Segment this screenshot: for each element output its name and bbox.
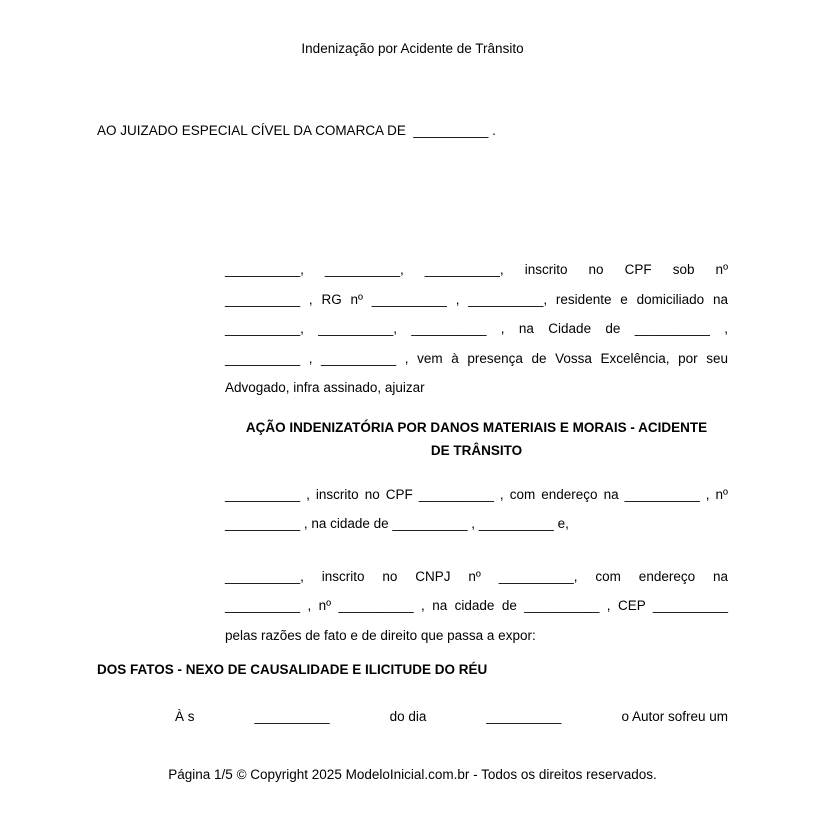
action-title-line: AÇÃO INDENIZATÓRIA POR DANOS MATERIAIS E MORAIS - ACIDENTE	[245, 419, 708, 435]
facts-first-line	[175, 708, 728, 726]
section-heading-dos-fatos: DOS FATOS - NEXO DE CAUSALIDADE E ILICITUDE DO RÉU	[97, 662, 488, 677]
paragraph-line: __________ , na cidade de __________ , __________ e,	[225, 516, 569, 531]
action-title-line: DE TRÂNSITO	[430, 442, 523, 458]
facts-text: do dia	[389, 709, 427, 724]
paragraph-line: __________ , __________ , vem à presença de Vossa Excelência, por seu	[225, 350, 728, 366]
paragraph-line: __________, __________, __________ , na Cidade de __________ ,	[225, 321, 728, 336]
paragraph-line: Advogado, infra assinado, ajuizar	[225, 380, 425, 395]
defendant-qualification-paragraph	[225, 562, 728, 651]
blank-field: __________	[254, 709, 330, 724]
blank-field: __________	[486, 709, 562, 724]
addressee-line: AO JUIZADO ESPECIAL CÍVEL DA COMARCA DE __________ .	[97, 123, 496, 138]
facts-text: o Autor sofreu um	[621, 709, 728, 724]
author-address-paragraph	[225, 480, 728, 539]
paragraph-line: __________ , nº __________ , na cidade de __________ , CEP __________	[225, 598, 728, 613]
paragraph-line: __________ , RG nº __________ , __________, residente e domiciliado na	[225, 291, 728, 307]
paragraph-line: pelas razões de fato e de direito que passa a expor:	[225, 627, 536, 643]
paragraph-line: __________, inscrito no CNPJ nº __________, com endereço na	[225, 568, 728, 584]
page-footer: Página 1/5 © Copyright 2025 ModeloInicial.com.br - Todos os direitos reservados.	[168, 767, 657, 782]
paragraph-line: __________, __________, __________, inscrito no CPF sob nº	[225, 262, 728, 277]
action-title	[225, 416, 728, 462]
document-title: Indenização por Acidente de Trânsito	[301, 41, 524, 56]
facts-text: À s	[175, 709, 195, 724]
author-qualification-paragraph	[225, 255, 728, 403]
paragraph-line: __________ , inscrito no CPF __________ , com endereço na __________ , nº	[225, 486, 728, 502]
